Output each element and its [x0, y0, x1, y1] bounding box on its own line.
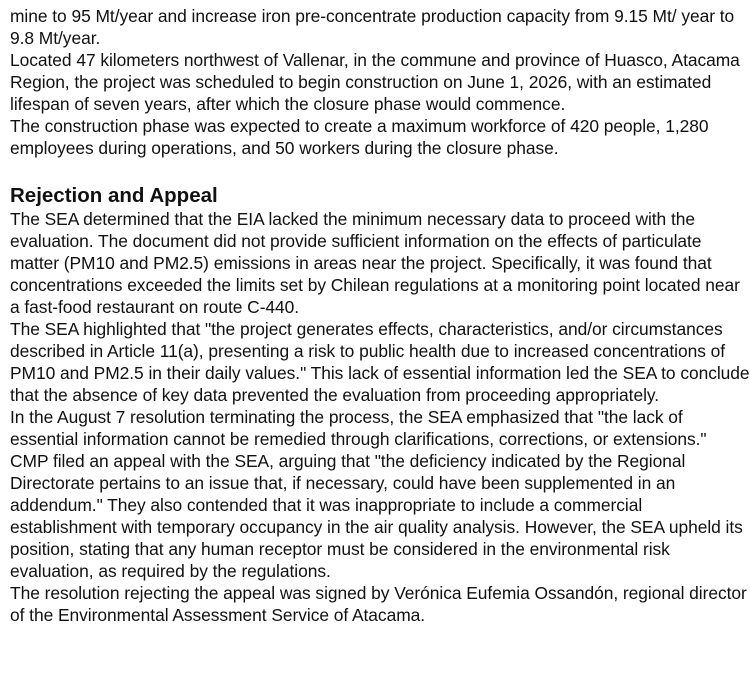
section-heading: Rejection and Appeal — [10, 184, 218, 207]
article-body — [10, 0, 750, 626]
paragraph-sea-highlight: The SEA highlighted that "the project generates effects, characteristics, and/or circumstances described in Article 11(a), presenting a risk to public health due to increased concentrations of PM10 and PM2.5 in their daily values." This lack of essential information led the SEA to conclude that the absence of key data prevented the evaluation from proceeding appropriately. — [10, 319, 750, 405]
intro-paragraph-expansion: mine to 95 Mt/year and increase iron pre-concentrate production capacity from 9.15 Mt/ year to 9.8 Mt/year. — [10, 6, 735, 48]
paragraph-sea-determination: The SEA determined that the EIA lacked the minimum necessary data to proceed with the evaluation. The document did not provide sufficient information on the effects of particulate matter (PM10 and PM2.5) emissions in areas near the project. Specifically, it was found that concentrations exceeded the limits set by Chilean regulations at a monitoring point located near a fast-food restaurant on route C-440. — [10, 209, 740, 317]
intro-section — [10, 5, 750, 159]
rejection-appeal-section — [10, 208, 750, 626]
paragraph-august-resolution: In the August 7 resolution terminating the process, the SEA emphasized that "the lack of essential information cannot be remedied through clarifications, corrections, or extensions." — [10, 407, 707, 449]
paragraph-resolution-signed: The resolution rejecting the appeal was signed by Verónica Eufemia Ossandón, regional director of the Environmental Assessment Service of Atacama. — [10, 583, 747, 625]
intro-paragraph-workforce: The construction phase was expected to create a maximum workforce of 420 people, 1,280 employees during operations, and 50 workers during the closure phase. — [10, 116, 709, 158]
paragraph-cmp-appeal: CMP filed an appeal with the SEA, arguing that "the deficiency indicated by the Regional Directorate pertains to an issue that, if necessary, could have been supplemented in an addendum." They also contended that it was inappropriate to include a commercial establishment with temporary occupancy in the air quality analysis. However, the SEA upheld its position, stating that any human receptor must be considered in the environmental risk evaluation, as required by the regulations. — [10, 451, 743, 581]
intro-paragraph-location: Located 47 kilometers northwest of Vallenar, in the commune and province of Huasco, Atacama Region, the project was scheduled to begin construction on June 1, 2026, with an estimated lifespan of seven years, after which the closure phase would commence. — [10, 50, 740, 114]
